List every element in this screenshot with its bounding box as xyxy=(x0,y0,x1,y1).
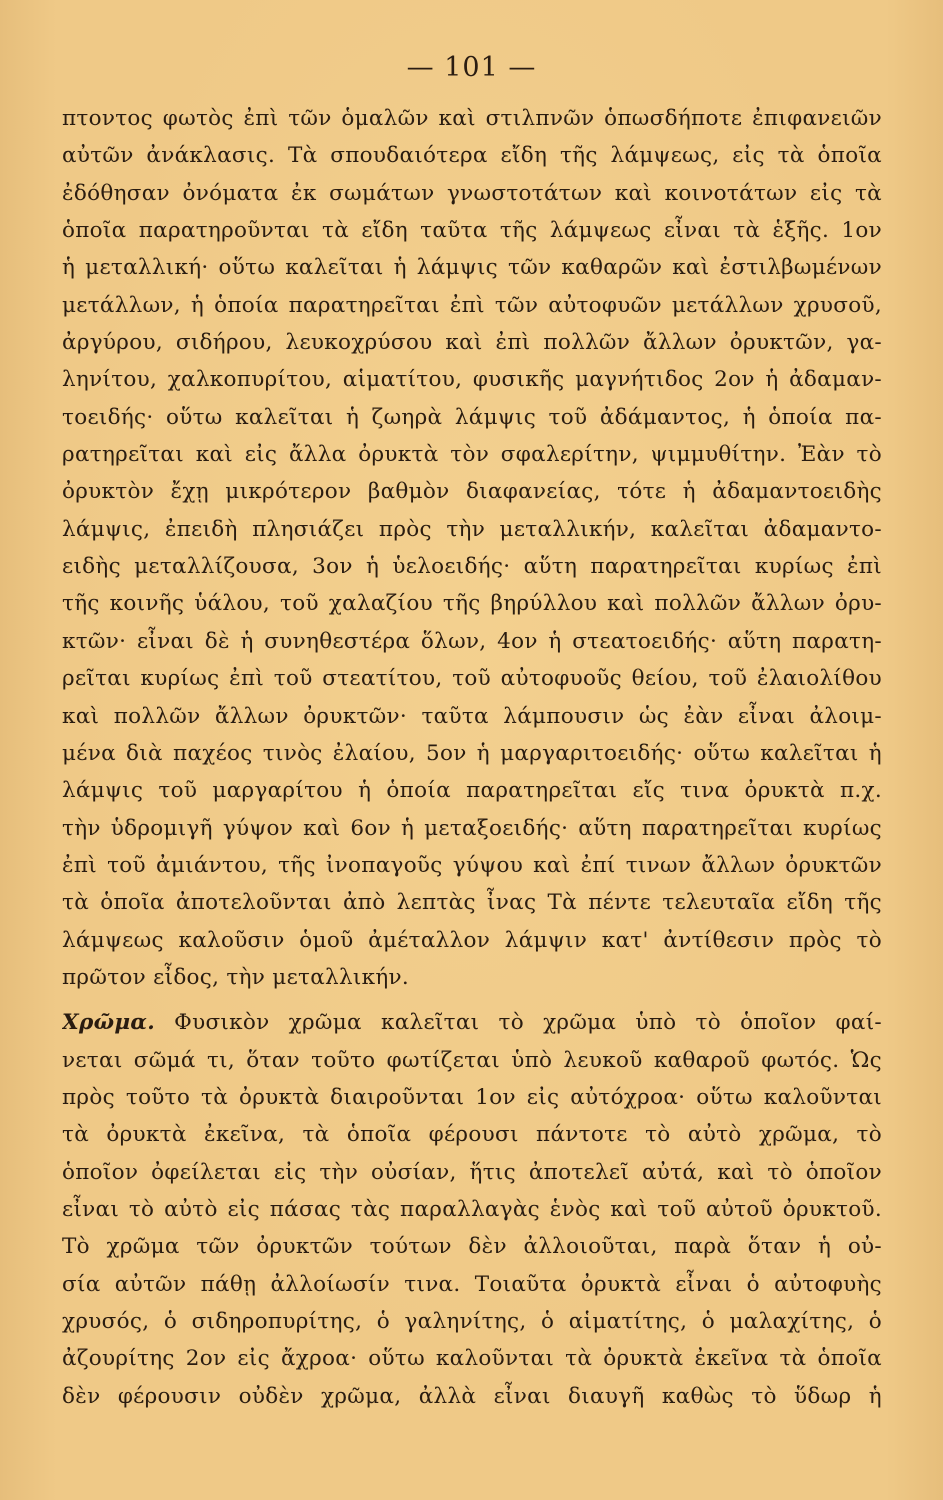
text-line: νεται σῶμά τι, ὅταν τοῦτο φωτίζεται ὑπὸ λευκοῦ καθαροῦ φωτός. Ὡς xyxy=(62,1047,882,1073)
text-line: τοειδής· οὕτω καλεῖται ἡ ζωηρὰ λάμψις τοῦ ἀδάμαντος, ἡ ὁποία πα- xyxy=(62,404,882,430)
text-line: ειδὴς μεταλλίζουσα, 3ον ἡ ὑελοειδής· αὕτη παρατηρεῖται κυρίως ἐπὶ xyxy=(62,554,882,580)
text-line: ἡ μεταλλική· οὕτω καλεῖται ἡ λάμψις τῶν καθαρῶν καὶ ἐστιλβωμένων xyxy=(62,255,882,281)
text-line xyxy=(62,1004,882,1041)
text-line: πρῶτον εἶδος, τὴν μεταλλικήν. xyxy=(62,964,410,990)
paragraph-color xyxy=(62,1004,882,1415)
text-line: μετάλλων, ἡ ὁποία παρατηρεῖται ἐπὶ τῶν αὐτοφυῶν μετάλλων χρυσοῦ, xyxy=(62,292,882,318)
paragraph-luster xyxy=(62,100,882,996)
text-line: τὰ ὀρυκτὰ ἐκεῖνα, τὰ ὁποῖα φέρουσι πάντοτε τὸ αὐτὸ χρῶμα, τὸ xyxy=(62,1122,882,1148)
page-number: — 101 — xyxy=(406,52,537,83)
text-line: ρατηρεῖται καὶ εἰς ἄλλα ὀρυκτὰ τὸν σφαλερίτην, ψιμμυθίτην. Ἐὰν τὸ xyxy=(62,442,882,468)
text-line: τῆς κοινῆς ὑάλου, τοῦ χαλαζίου τῆς βηρύλλου καὶ πολλῶν ἄλλων ὀρυ- xyxy=(62,591,882,617)
text-line: πτοντος φωτὸς ἐπὶ τῶν ὁμαλῶν καὶ στιλπνῶν ὁπωσδήποτε ἐπιφανειῶν xyxy=(62,106,882,131)
text-line: λάμψεως καλοῦσιν ὁμοῦ ἀμέταλλον λάμψιν κατ' ἀντίθεσιν πρὸς τὸ xyxy=(62,927,882,953)
text-line: ὁποῖον ὀφείλεται εἰς τὴν οὐσίαν, ἥτις ἀποτελεῖ αὐτά, καὶ τὸ ὁποῖον xyxy=(62,1159,882,1185)
text-line: λάμψις, ἐπειδὴ πλησιάζει πρὸς τὴν μεταλλικήν, καλεῖται ἀδαμαντο- xyxy=(62,516,882,542)
text-line: κτῶν· εἶναι δὲ ἡ συνηθεστέρα ὅλων, 4ον ἡ στεατοειδής· αὕτη παρατη- xyxy=(62,628,882,654)
text-line: σία αὐτῶν πάθῃ ἀλλοίωσίν τινα. Τοιαῦτα ὀρυκτὰ εἶναι ὁ αὐτοφυὴς xyxy=(62,1271,882,1297)
text-line: ἀργύρου, σιδήρου, λευκοχρύσου καὶ ἐπὶ πολλῶν ἄλλων ὀρυκτῶν, γα- xyxy=(62,330,882,356)
text-line: τὰ ὁποῖα ἀποτελοῦνται ἀπὸ λεπτὰς ἶνας Τὰ πέντε τελευταῖα εἴδη τῆς xyxy=(62,890,882,916)
text-line: αὐτῶν ἀνάκλασις. Τὰ σπουδαιότερα εἴδη τῆς λάμψεως, εἰς τὰ ὁποῖα xyxy=(62,143,882,169)
text-line: ἐδόθησαν ὀνόματα ἐκ σωμάτων γνωστοτάτων καὶ κοινοτάτων εἰς τὰ xyxy=(62,180,882,206)
text-line: λάμψις τοῦ μαργαρίτου ἡ ὁποία παρατηρεῖται εἴς τινα ὀρυκτὰ π.χ. xyxy=(62,778,882,804)
text-line: ἐπὶ τοῦ ἀμιάντου, τῆς ἰνοπαγοῦς γύψου καὶ ἐπί τινων ἄλλων ὀρυκτῶν xyxy=(62,852,882,878)
text-line: ὀρυκτὸν ἔχῃ μικρότερον βαθμὸν διαφανείας, τότε ἡ ἀδαμαντοειδὴς xyxy=(62,479,882,505)
text-run: Φυσικὸν χρῶμα καλεῖται τὸ χρῶμα ὑπὸ τὸ ὁποῖον φαί- xyxy=(155,1010,882,1036)
text-line: ἀζουρίτης 2ον εἰς ἄχροα· οὕτω καλοῦνται τὰ ὀρυκτὰ ἐκεῖνα τὰ ὁποῖα xyxy=(62,1346,882,1372)
paragraph-gap xyxy=(62,996,882,1004)
text-line: χρυσός, ὁ σιδηροπυρίτης, ὁ γαληνίτης, ὁ αἱματίτης, ὁ μαλαχίτης, ὁ xyxy=(62,1309,882,1334)
text-line: ὁποῖα παρατηροῦνται τὰ εἴδη ταῦτα τῆς λάμψεως εἶναι τὰ ἑξῆς. 1ον xyxy=(62,218,882,244)
text-line: τὴν ὑδρομιγῆ γύψον καὶ 6ον ἡ μεταξοειδής· αὕτη παρατηρεῖται κυρίως xyxy=(62,815,882,841)
text-line: εἶναι τὸ αὐτὸ εἰς πάσας τὰς παραλλαγὰς ἑνὸς καὶ τοῦ αὐτοῦ ὀρυκτοῦ. xyxy=(62,1196,882,1222)
text-line: καὶ πολλῶν ἄλλων ὀρυκτῶν· ταῦτα λάμπουσιν ὡς ἐὰν εἶναι ἀλοιμ- xyxy=(62,703,882,729)
text-line: δὲν φέρουσιν οὐδὲν χρῶμα, ἀλλὰ εἶναι διαυγῆ καθὼς τὸ ὕδωρ ἡ xyxy=(62,1383,882,1409)
text-line: μένα διὰ παχέος τινὸς ἐλαίου, 5ον ἡ μαργαριτοειδής· οὕτω καλεῖται ἡ xyxy=(62,740,882,766)
text-line: ρεῖται κυρίως ἐπὶ τοῦ στεατίτου, τοῦ αὐτοφυοῦς θείου, τοῦ ἐλαιολίθου xyxy=(62,666,882,692)
text-line: πρὸς τοῦτο τὰ ὀρυκτὰ διαιροῦνται 1ον εἰς αὐτόχροα· οὕτω καλοῦνται xyxy=(62,1084,882,1110)
body-text xyxy=(62,100,882,1415)
text-line: Τὸ χρῶμα τῶν ὀρυκτῶν τούτων δὲν ἀλλοιοῦται, παρὰ ὅταν ἡ οὐ- xyxy=(62,1234,882,1260)
section-heading: Χρῶμα. xyxy=(62,1010,156,1036)
text-line: ληνίτου, χαλκοπυρίτου, αἱματίτου, φυσικῆς μαγνήτιδος 2ον ἡ ἀδαμαν- xyxy=(62,367,882,393)
